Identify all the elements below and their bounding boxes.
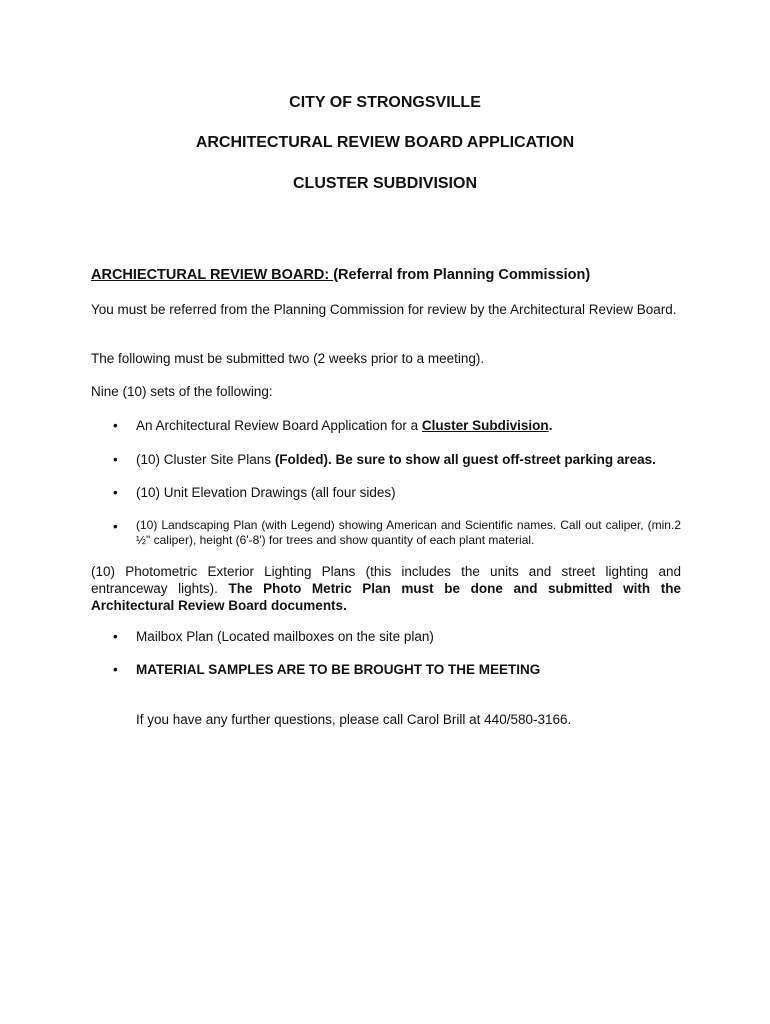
referral-paragraph: You must be referred from the Planning Commission for review by the Architectural Review Board. [91, 302, 677, 317]
closing-line: If you have any further questions, please call Carol Brill at 440/580-3166. [136, 712, 572, 727]
list-item-landscaping: (10) Landscaping Plan (with Legend) showing American and Scientific names. Call out caliper, (min.2 ½" caliper), height (6'-8') for trees and show quantity of each plant material. [136, 518, 681, 547]
bullet-icon: • [113, 662, 118, 677]
list-item-mailbox: Mailbox Plan (Located mailboxes on the site plan) [136, 629, 434, 644]
application-item-suffix: . [548, 418, 553, 433]
lighting-text: (10) Photometric Exterior Lighting Plans (this includes the units and street lighting and entranceway lights). [91, 564, 681, 596]
cluster-subdivision-text: Cluster Subdivision [421, 418, 549, 433]
lighting-paragraph [91, 563, 681, 614]
submit-paragraph: The following must be submitted two (2 weeks prior to a meeting). [91, 351, 485, 366]
bullet-icon: • [113, 485, 118, 500]
sets-paragraph: Nine (10) sets of the following: [91, 384, 273, 399]
section-heading-rest: (Referral from Planning Commission) [333, 267, 591, 283]
section-heading [91, 266, 681, 284]
bullet-icon: • [113, 629, 118, 644]
site-plans-text: (10) Cluster Site Plans [136, 452, 275, 467]
lighting-bold-text: The Photo Metric Plan must be done and submitted with the Architectural Review Board documents. [91, 581, 681, 613]
list-item-samples: MATERIAL SAMPLES ARE TO BE BROUGHT TO THE MEETING [136, 662, 541, 677]
subdivision-title: CLUSTER SUBDIVISION [292, 175, 477, 192]
bullet-icon: • [113, 418, 118, 433]
bullet-icon: • [113, 452, 118, 467]
list-item-site-plans [136, 451, 681, 468]
site-plans-bold-text: (Folded). Be sure to show all guest off-street parking areas. [274, 452, 656, 467]
bullet-icon: • [113, 519, 118, 534]
city-title: CITY OF STRONGSVILLE [289, 94, 481, 111]
section-heading-underlined: ARCHIECTURAL REVIEW BOARD: [91, 267, 334, 283]
application-item-prefix: An Architectural Review Board Application for a [136, 418, 422, 433]
application-title: ARCHITECTURAL REVIEW BOARD APPLICATION [195, 134, 575, 151]
list-item-application [136, 417, 681, 434]
list-item-elevation: (10) Unit Elevation Drawings (all four sides) [136, 485, 396, 500]
